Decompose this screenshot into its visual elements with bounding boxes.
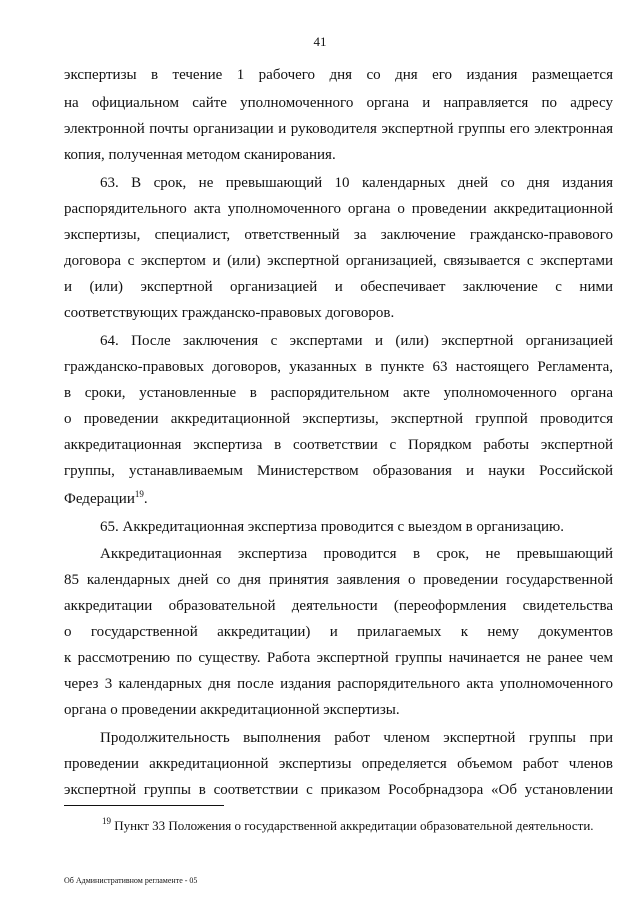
text-line-content: группы, устанавливаемым Министерством образования и науки Российской (64, 463, 613, 479)
text-line (64, 383, 613, 403)
text-line-content: 65. Аккредитационная экспертиза проводится с выездом в организацию. (100, 519, 564, 535)
text-line-content: Аккредитационная экспертиза проводится в срок, не превышающий (100, 546, 613, 562)
text-line (100, 728, 613, 748)
text-line (64, 596, 613, 616)
text-line-content: через 3 календарных дня после издания распорядительного акта уполномоченного (64, 676, 613, 692)
text-line (64, 674, 613, 694)
text-line (64, 65, 613, 85)
text-line-content: аккредитации образовательной деятельности (переоформления свидетельства (64, 598, 613, 614)
text-line-content: аккредитационная экспертиза в соответствии с Порядком работы экспертной (64, 437, 613, 453)
text-line (100, 517, 613, 537)
text-line-content: проведении аккредитационной экспертизы определяется объемом работ членов (64, 756, 613, 772)
text-line-content: 63. В срок, не превышающий 10 календарных дней со дня издания (100, 175, 613, 191)
text-line (100, 544, 613, 564)
text-line-content: экспертизы, специалист, ответственный за заключение гражданско-правового (64, 227, 613, 243)
text-line (64, 489, 613, 509)
text-line (64, 357, 613, 377)
text-line (64, 648, 613, 668)
text-line-content: о государственной аккредитации) и прилагаемых к нему документов (64, 624, 613, 640)
footnote-number: 19 (102, 816, 111, 826)
text-line-content: 64. После заключения с экспертами и (или) экспертной организацией (100, 333, 613, 349)
text-line (64, 93, 613, 113)
text-line (64, 409, 613, 429)
text-line (64, 199, 613, 219)
text-line-content: и (или) экспертной организацией и обеспечивает заключение с ними (64, 279, 613, 295)
text-line (64, 277, 613, 297)
text-line (64, 145, 613, 165)
text-line (64, 754, 613, 774)
footnote-separator (64, 805, 224, 806)
text-line (64, 622, 613, 642)
text-line-content: о проведении аккредитационной экспертизы, экспертной группой проводится (64, 411, 613, 427)
text-line (64, 570, 613, 590)
text-line (64, 700, 613, 720)
text-line-content: электронной почты организации и руководителя экспертной группы его электронная (64, 121, 613, 137)
text-line (100, 173, 613, 193)
text-line-content: на официальном сайте уполномоченного органа и направляется по адресу (64, 95, 613, 111)
text-line (64, 251, 613, 271)
text-line-content: Федерации (64, 491, 135, 507)
text-line-content: к рассмотрению по существу. Работа экспертной группы начинается не ранее чем (64, 650, 613, 666)
text-line (64, 119, 613, 139)
text-line (64, 435, 613, 455)
text-line-content: распорядительного акта уполномоченного органа о проведении аккредитационной (64, 201, 613, 217)
page-number: 41 (313, 34, 327, 49)
text-line-content: договора с экспертом и (или) экспертной организацией, связывается с экспертами (64, 253, 613, 269)
text-line-content: органа о проведении аккредитационной экспертизы. (64, 702, 400, 718)
text-line (64, 225, 613, 245)
text-line-content: Продолжительность выполнения работ членом экспертной группы при (100, 730, 613, 746)
footnote-reference: 19 (134, 489, 144, 499)
text-line-content: экспертной группы в соответствии с приказом Рособрнадзора «Об установлении (64, 782, 613, 798)
text-line-content: в сроки, установленные в распорядительном акте уполномоченного органа (64, 385, 613, 401)
text-line-content: 85 календарных дней со дня принятия заявления о проведении государственной (64, 572, 613, 588)
page-footer: Об Административном регламенте - 05 (64, 876, 198, 885)
footnote-text: Пункт 33 Положения о государственной аккредитации образовательной деятельности. (111, 818, 594, 833)
text-line-content: экспертизы в течение 1 рабочего дня со дня его издания размещается (64, 67, 613, 83)
text-line-content: соответствующих гражданско-правовых договоров. (64, 305, 395, 321)
text-line-content: гражданско-правовых договоров, указанных в пункте 63 настоящего Регламента, (64, 359, 613, 375)
text-line (64, 461, 613, 481)
footnote (102, 818, 594, 834)
text-line (100, 331, 613, 351)
text-line-content: копия, полученная методом сканирования. (64, 147, 336, 163)
text-line-tail: . (143, 491, 148, 507)
text-line (64, 780, 613, 800)
text-line (64, 303, 613, 323)
